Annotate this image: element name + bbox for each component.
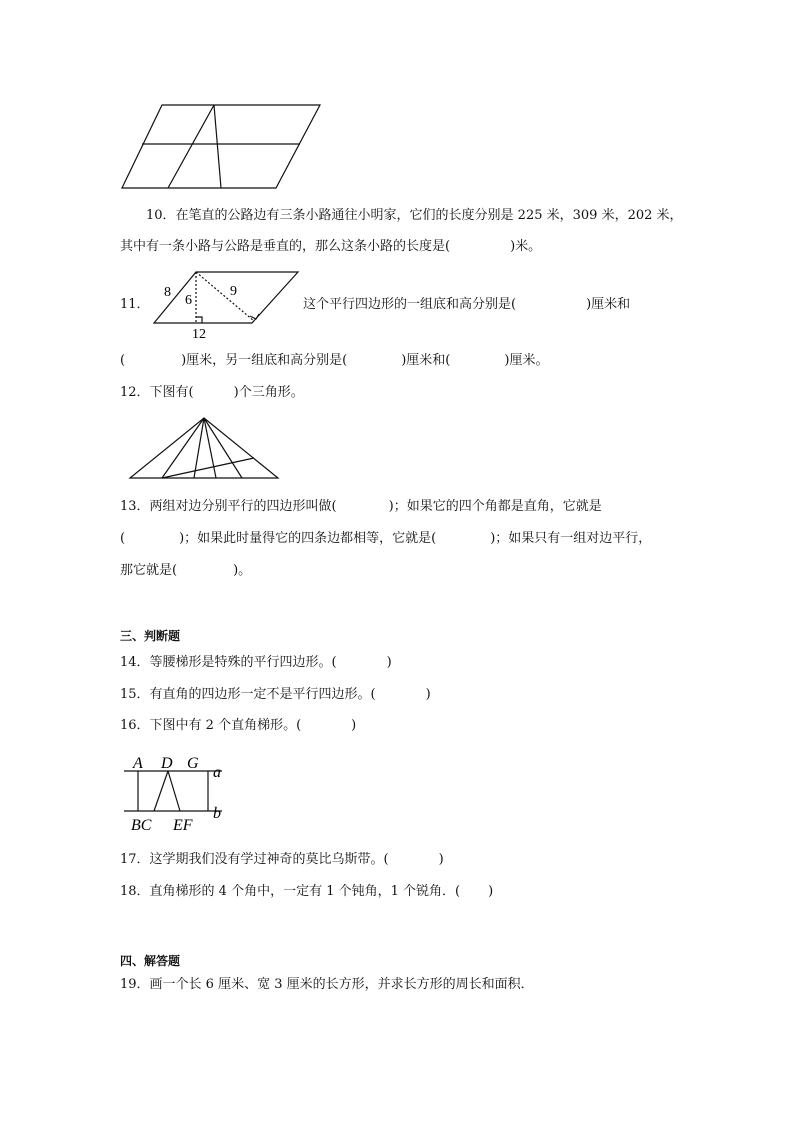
q10-line2 [120, 238, 541, 256]
segment-DE [168, 771, 180, 811]
label-G: G [187, 755, 199, 772]
section-heading-answer: 四、解答题 [120, 954, 181, 968]
slant-line [168, 105, 214, 188]
q10-text-b: )米。 [510, 239, 542, 254]
q10-text-a: 其中有一条小路与公路是垂直的，那么这条小路的长度是( [120, 239, 451, 254]
inner-line-1 [162, 418, 204, 478]
q13-line3 [120, 562, 251, 580]
parallelogram-grid-figure [118, 102, 330, 192]
q17-text-b: ) [438, 852, 444, 867]
q14-line [120, 654, 392, 672]
q11-l2-d: )厘米。 [504, 353, 549, 368]
label-EF: EF [173, 817, 193, 834]
q15-text-b: ) [425, 687, 431, 702]
q11-line2 [120, 352, 548, 370]
q14-text-b: ) [386, 655, 392, 670]
q13-text-2c: )；如果只有一组对边平行， [490, 531, 652, 546]
q16-text-b: ) [351, 718, 357, 733]
diagonal-height-line [196, 272, 254, 321]
q18-line [120, 883, 493, 901]
triangle-count-figure [128, 414, 282, 482]
q11-number: 11． [120, 297, 150, 312]
q13-text-2b: )；如果此时量得它的四条边都相等，它就是( [179, 531, 437, 546]
label-base-12: 12 [192, 327, 206, 340]
q16-text-a: 16．下图中有 2 个直角梯形。( [120, 718, 302, 733]
q12-text-a: 12．下图有( [120, 385, 194, 400]
label-height-6: 6 [185, 293, 192, 308]
q13-text-1b: )；如果它的四个角都是直角，它就是 [388, 499, 602, 514]
q11-l2-b: )厘米，另一组底和高分别是( [181, 353, 348, 368]
section-heading-judgement: 三、判断题 [120, 629, 181, 643]
segment-DC [154, 771, 168, 811]
parallelogram-outline [154, 272, 298, 323]
q18-text-a: 18．直角梯形的 4 个角中，一定有 1 个钝角，1 个锐角．( [120, 884, 461, 899]
label-D: D [161, 755, 173, 772]
q13-text-1a: 13．两组对边分别平行的四边形叫做( [120, 499, 337, 514]
q12-text-b: )个三角形。 [233, 385, 304, 400]
q17-line [120, 851, 444, 869]
q15-text-a: 15．有直角的四边形一定不是平行四边形。( [120, 687, 376, 702]
q12-line [120, 384, 304, 402]
vertical-line [214, 105, 221, 188]
parallelogram-outline [122, 105, 320, 188]
label-BC: BC [131, 817, 152, 834]
label-side-8: 8 [164, 285, 171, 300]
q13-text-3a: 那它就是( [120, 563, 178, 578]
q11-l2-c: )厘米和( [401, 353, 451, 368]
q18-text-b: ) [488, 884, 494, 899]
parallelogram-measure-figure [150, 266, 300, 340]
q13-line2 [120, 530, 651, 548]
label-A: A [133, 755, 143, 772]
parallel-lines-trapezoid-figure [118, 752, 238, 834]
q19-line: 19．画一个长 6 厘米、宽 3 厘米的长方形，并求长方形的周长和面积． [120, 977, 534, 992]
label-a: a [213, 764, 221, 781]
q13-line1 [120, 498, 602, 516]
q11-line1 [303, 296, 630, 314]
label-b: b [213, 805, 221, 822]
q17-text-a: 17．这学期我们没有学过神奇的莫比乌斯带。( [120, 852, 389, 867]
q16-line [120, 717, 356, 735]
q15-line [120, 686, 431, 704]
q11-text-a: 这个平行四边形的一组底和高分别是( [303, 297, 517, 312]
q14-text-a: 14．等腰梯形是特殊的平行四边形。( [120, 655, 337, 670]
q11-l2-a: ( [120, 353, 126, 368]
q11-text-b: )厘米和 [586, 297, 631, 312]
right-angle-mark [196, 317, 202, 323]
label-diag-9: 9 [230, 284, 237, 299]
q13-text-2a: ( [120, 531, 126, 546]
q13-text-3b: )。 [233, 563, 252, 578]
q10-line1: 10．在笔直的公路边有三条小路通往小明家，它们的长度分别是 225 米，309 米，202 米， [146, 208, 683, 223]
